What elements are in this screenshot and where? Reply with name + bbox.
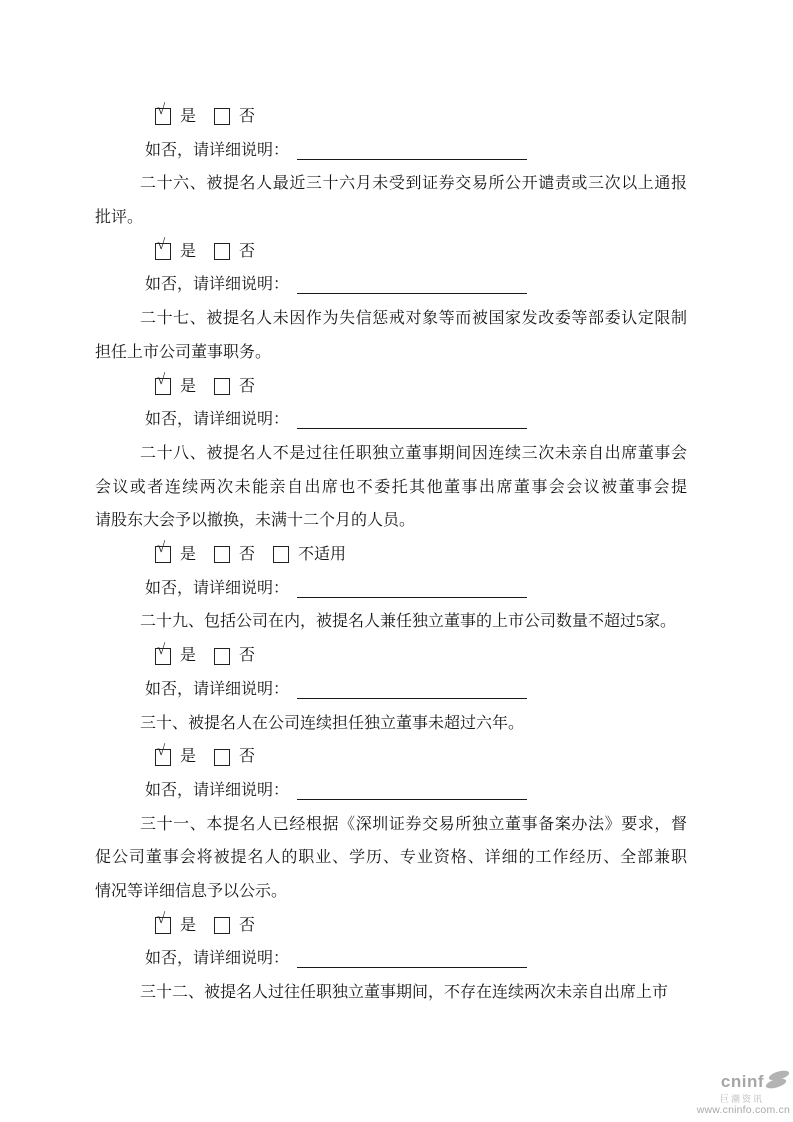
explain-prompt-label: 如否，请详细说明： — [145, 781, 290, 799]
checkbox-unchecked-icon — [273, 546, 289, 563]
statement-line: 二十八、被提名人不是过往任职独立董事期间因连续三次未亲自出席董事会 — [140, 444, 687, 462]
checkbox-unchecked-icon — [214, 108, 230, 125]
yes-no-checkbox-row — [95, 740, 687, 774]
checkbox-checked-icon — [155, 102, 171, 125]
checkbox-unchecked-icon — [214, 917, 230, 934]
checkbox-label: 不适用 — [298, 546, 347, 564]
check-mark-icon: √ — [157, 371, 166, 388]
checkbox-unchecked-icon — [214, 378, 230, 395]
checkbox-label: 否 — [239, 647, 256, 665]
explain-prompt-label: 如否，请详细说明： — [145, 680, 290, 698]
checkbox-label: 否 — [239, 108, 256, 125]
statement-line: 三十、被提名人在公司连续担任独立董事未超过六年。 — [140, 714, 525, 732]
checkbox-label: 否 — [239, 377, 256, 395]
explain-prompt-label: 如否，请详细说明： — [145, 141, 290, 159]
statement-line: 情况等详细信息予以公示。 — [95, 883, 288, 901]
yes-no-checkbox-row — [95, 538, 687, 572]
explanation-blank-field — [297, 142, 527, 160]
yes-no-checkbox-row — [95, 370, 687, 404]
explain-prompt-label: 如否，请详细说明： — [145, 411, 290, 429]
explain-prompt-label: 如否，请详细说明： — [145, 276, 290, 294]
checkbox-label: 是 — [180, 108, 197, 125]
document-content — [95, 100, 687, 1010]
explanation-blank-field — [297, 411, 527, 429]
yes-no-checkbox-row — [95, 639, 687, 673]
yes-no-checkbox-row — [95, 100, 687, 134]
explain-if-no-line — [95, 403, 687, 437]
explain-if-no-line — [95, 673, 687, 707]
checkbox-checked-icon — [155, 237, 171, 260]
checkbox-label: 是 — [180, 546, 197, 564]
checkbox-unchecked-icon — [214, 243, 230, 260]
explain-prompt-label: 如否，请详细说明： — [145, 950, 290, 968]
checkbox-unchecked-icon — [214, 648, 230, 665]
explanation-blank-field — [297, 782, 527, 800]
cninfo-url: www.cninfo.com.cn — [696, 1104, 790, 1117]
statement-line: 二十七、被提名人未因作为失信惩戒对象等而被国家发改委等部委认定限制 — [140, 310, 687, 328]
checkbox-checked-icon — [155, 742, 171, 766]
statement-line: 三十二、被提名人过往任职独立董事期间，不存在连续两次未亲自出席上市 — [140, 984, 669, 1002]
checkbox-label: 否 — [239, 748, 256, 766]
cninfo-brand: cninf — [720, 1072, 764, 1092]
explain-if-no-line — [95, 268, 687, 302]
statement-line: 会议或者连续两次未能亲自出席也不委托其他董事出席董事会会议被董事会提 — [95, 478, 687, 496]
checkbox-label: 否 — [239, 546, 256, 564]
explain-if-no-line — [95, 134, 687, 168]
yes-no-checkbox-row — [95, 909, 687, 943]
checkbox-label: 否 — [239, 916, 256, 934]
explanation-blank-field — [297, 951, 527, 969]
checkbox-label: 否 — [239, 242, 256, 260]
check-mark-icon: √ — [157, 102, 166, 119]
explain-if-no-line — [95, 942, 687, 976]
statement-line: 促公司董事会将被提名人的职业、学历、专业资格、详细的工作经历、全部兼职 — [95, 849, 687, 867]
checkbox-checked-icon — [155, 911, 171, 934]
yes-no-checkbox-row — [95, 235, 687, 269]
explain-prompt-label: 如否，请详细说明： — [145, 579, 290, 597]
check-mark-icon: √ — [157, 641, 166, 658]
check-mark-icon: √ — [157, 237, 166, 254]
cninfo-chinese-name: 巨潮资讯 — [719, 1093, 764, 1104]
checkbox-label: 是 — [180, 647, 197, 665]
check-mark-icon: √ — [157, 742, 166, 759]
statement-line: 二十九、包括公司在内，被提名人兼任独立董事的上市公司数量不超过5家。 — [140, 613, 677, 631]
cninfo-brand-row — [660, 1070, 790, 1096]
check-mark-icon: √ — [157, 540, 166, 557]
check-mark-icon: √ — [157, 911, 166, 928]
checkbox-label: 是 — [180, 377, 197, 395]
checkbox-unchecked-icon — [214, 749, 230, 766]
explain-if-no-line — [95, 572, 687, 606]
checkbox-label: 是 — [180, 916, 197, 934]
explanation-blank-field — [297, 277, 527, 295]
checkbox-label: 是 — [180, 748, 197, 766]
checkbox-checked-icon — [155, 540, 171, 563]
statement-line: 担任上市公司董事职务。 — [95, 343, 272, 361]
checkbox-unchecked-icon — [214, 546, 230, 563]
statement-line: 批评。 — [95, 209, 144, 227]
explanation-blank-field — [297, 580, 527, 598]
checkbox-checked-icon — [155, 371, 171, 395]
checkbox-label: 是 — [180, 242, 197, 260]
statement-line: 三十一、本提名人已经根据《深圳证券交易所独立董事备案办法》要求，督 — [140, 815, 687, 833]
explain-if-no-line — [95, 774, 687, 808]
explanation-blank-field — [297, 681, 527, 699]
cninfo-watermark — [660, 1070, 790, 1117]
statement-line: 请股东大会予以撤换，未满十二个月的人员。 — [95, 512, 416, 530]
statement-line: 二十六、被提名人最近三十六月未受到证券交易所公开谴责或三次以上通报 — [140, 175, 687, 193]
checkbox-checked-icon — [155, 641, 171, 665]
cninfo-swirl-icon — [765, 1070, 790, 1094]
